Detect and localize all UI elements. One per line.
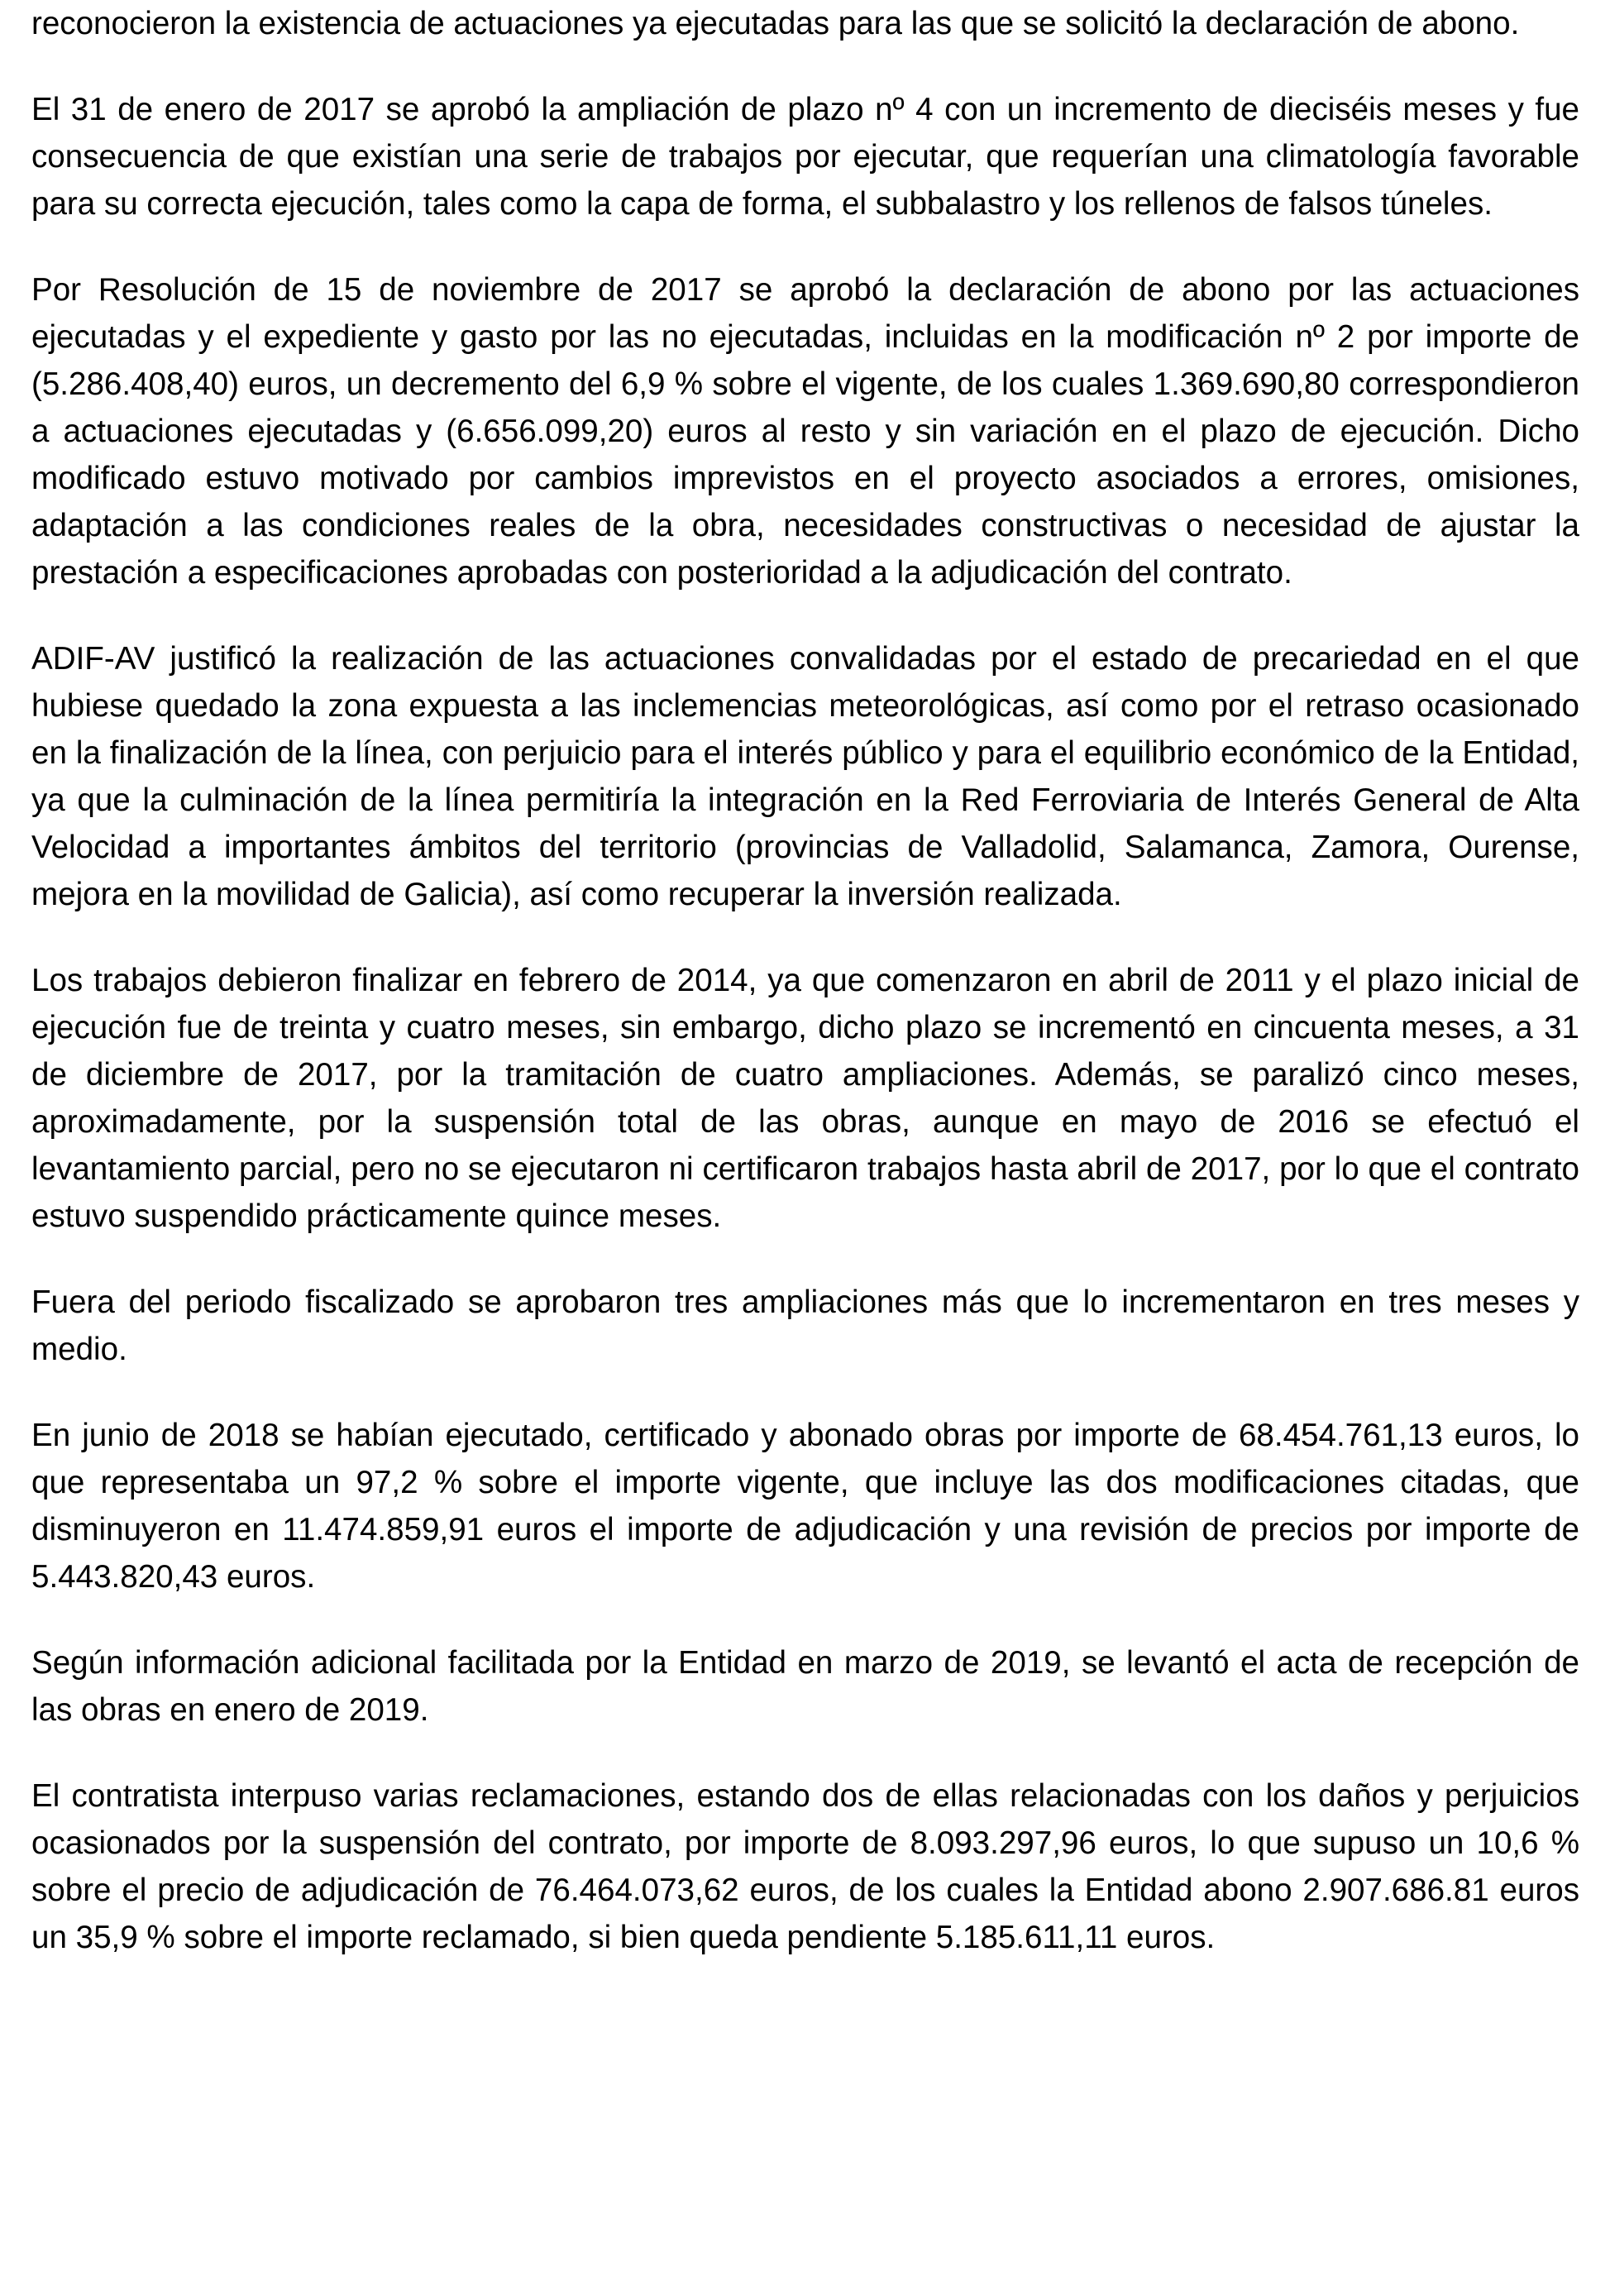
paragraph-reclamaciones-contratista: El contratista interpuso varias reclamaciones, estando dos de ellas relacionadas con los daños y perjuicios ocasionados por la suspensión del contrato, por importe de 8.093.297,96 euros, lo que supuso un 10,6 % sobre el precio de adjudicación de 76.464.073,62 euros, de los cuales la Entidad abono 2.907.686.81 euros un 35,9 % sobre el importe reclamado, si bien queda pendiente 5.185.611,11 euros.	[31, 1778, 1579, 1955]
paragraph-plazo-trabajos: Los trabajos debieron finalizar en febrero de 2014, ya que comenzaron en abril de 2011 y el plazo inicial de ejecución fue de treinta y cuatro meses, sin embargo, dicho plazo se incrementó en cincuenta meses, a 31 de diciembre de 2017, por la tramitación de cuatro ampliaciones. Además, se paralizó cinco meses, aproximadamente, por la suspensión total de las obras, aunque en mayo de 2016 se efectuó el levantamiento parcial, pero no se ejecutaron ni certificaron trabajos hasta abril de 2017, por lo que el contrato estuvo suspendido prácticamente quince meses.	[31, 963, 1579, 1234]
paragraph-ampliaciones-fuera-periodo: Fuera del periodo fiscalizado se aprobaron tres ampliaciones más que lo incrementaron en tres meses y medio.	[31, 1284, 1579, 1367]
paragraph-ampliacion-plazo-4: El 31 de enero de 2017 se aprobó la ampliación de plazo nº 4 con un incremento de dieciséis meses y fue consecuencia de que existían una serie de trabajos por ejecutar, que requerían una climatología favorable para su correcta ejecución, tales como la capa de forma, el subbalastro y los rellenos de falsos túneles.	[31, 92, 1579, 222]
document-page	[31, 0, 1579, 2000]
paragraph-acta-recepcion: Según información adicional facilitada por la Entidad en marzo de 2019, se levantó el acta de recepción de las obras en enero de 2019.	[31, 1645, 1579, 1728]
paragraph-adif-justificacion: ADIF-AV justificó la realización de las actuaciones convalidadas por el estado de precariedad en el que hubiese quedado la zona expuesta a las inclemencias meteorológicas, así como por el retraso ocasionado en la finalización de la línea, con perjuicio para el interés público y para el equilibrio económico de la Entidad, ya que la culminación de la línea permitiría la integración en la Red Ferroviaria de Interés General de Alta Velocidad a importantes ámbitos del territorio (provincias de Valladolid, Salamanca, Zamora, Ourense, mejora en la movilidad de Galicia), así como recuperar la inversión realizada.	[31, 641, 1579, 912]
paragraph-resolucion-noviembre-2017: Por Resolución de 15 de noviembre de 2017 se aprobó la declaración de abono por las actuaciones ejecutadas y el expediente y gasto por las no ejecutadas, incluidas en la modificación nº 2 por importe de (5.286.408,40) euros, un decremento del 6,9 % sobre el vigente, de los cuales 1.369.690,80 correspondieron a actuaciones ejecutadas y (6.656.099,20) euros al resto y sin variación en el plazo de ejecución. Dicho modificado estuvo motivado por cambios imprevistos en el proyecto asociados a errores, omisiones, adaptación a las condiciones reales de la obra, necesidades constructivas o necesidad de ajustar la prestación a especificaciones aprobadas con posterioridad a la adjudicación del contrato.	[31, 272, 1579, 591]
paragraph-ejecucion-junio-2018: En junio de 2018 se habían ejecutado, certificado y abonado obras por importe de 68.454.761,13 euros, lo que representaba un 97,2 % sobre el importe vigente, que incluye las dos modificaciones citadas, que disminuyeron en 11.474.859,91 euros el importe de adjudicación y una revisión de precios por importe de 5.443.820,43 euros.	[31, 1418, 1579, 1595]
paragraph-abono-continuation: reconocieron la existencia de actuaciones ya ejecutadas para las que se solicitó la declaración de abono.	[31, 6, 1520, 41]
